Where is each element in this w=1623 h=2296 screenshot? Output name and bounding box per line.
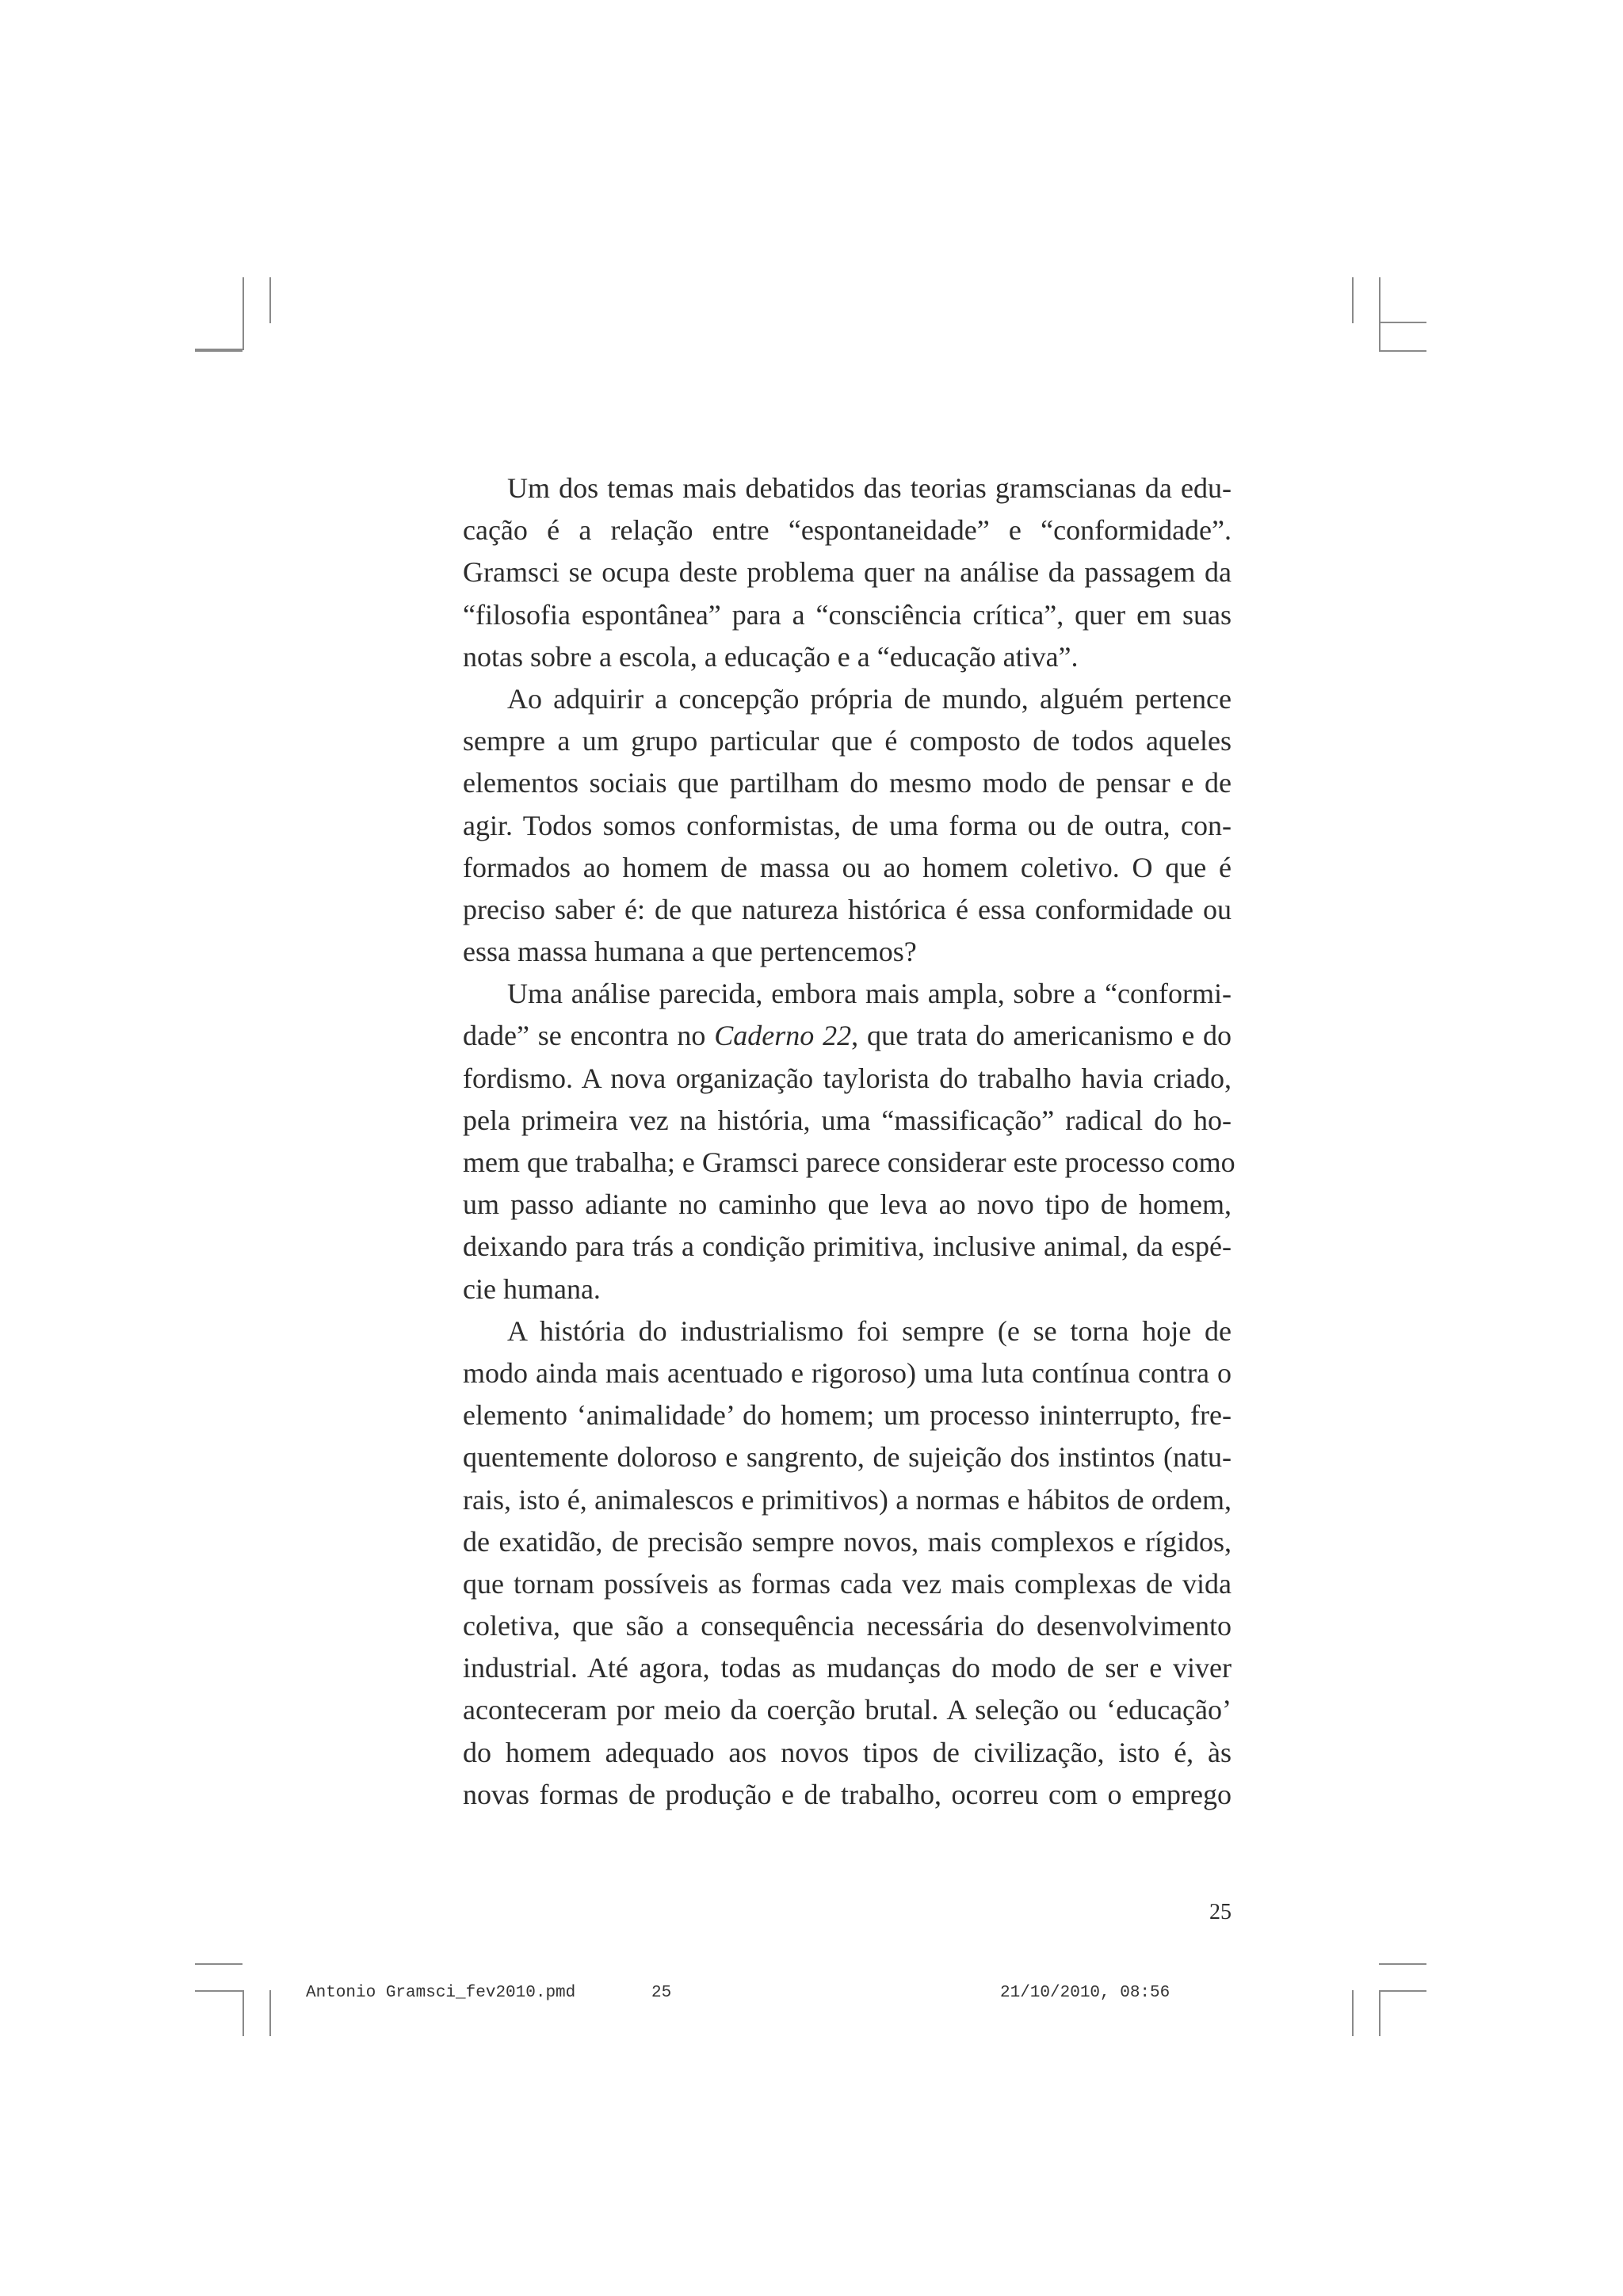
crop-mark-top-left-trim-vertical (242, 277, 244, 350)
text-line: Gramsci se ocupa deste problema quer na análise da passagem da (463, 556, 1232, 589)
text-line: de exatidão, de precisão sempre novos, mais complexos e rígidos, (463, 1525, 1232, 1558)
text-line: deixando para trás a condição primitiva, inclusive animal, da espé- (463, 1230, 1232, 1263)
text-line: industrial. Até agora, todas as mudanças do modo de ser e viver (463, 1652, 1232, 1684)
text-line: cação é a relação entre “espontaneidade” e “conformidade”. (463, 514, 1232, 547)
text-line: um passo adiante no caminho que leva ao novo tipo de homem, (463, 1188, 1232, 1221)
text-line: elemento ‘animalidade’ do homem; um processo ininterrupto, fre- (463, 1399, 1232, 1432)
text-line: que tornam possíveis as formas cada vez mais complexas de vida (463, 1567, 1232, 1600)
text-run: , que trata do americanismo e do (851, 1020, 1232, 1052)
crop-mark-top-right-bleed-vertical (1352, 277, 1354, 323)
text-line: notas sobre a escola, a educação e a “educação ativa”. (463, 640, 1079, 673)
text-line: Uma análise parecida, embora mais ampla, sobre a “conformi- (507, 978, 1232, 1010)
text-line: formados ao homem de massa ou ao homem coletivo. O que é (463, 851, 1232, 883)
text-line: pela primeira vez na história, uma “massificação” radical do ho- (463, 1104, 1232, 1136)
slug-datetime: 21/10/2010, 08:56 (1000, 1984, 1170, 2002)
text-line: novas formas de produção e de trabalho, ocorreu com o emprego (463, 1778, 1232, 1810)
page-number: 25 (1209, 1900, 1232, 1924)
crop-mark-bottom-left-upper (195, 1963, 242, 1965)
paragraph-4 (463, 1310, 1232, 1816)
text-line: do homem adequado aos novos tipos de civilização, isto é, às (463, 1736, 1232, 1768)
text-line: Ao adquirir a concepção própria de mundo, alguém pertence (507, 682, 1232, 715)
text-line: sempre a um grupo particular que é composto de todos aqueles (463, 725, 1232, 757)
text-line: cie humana. (463, 1272, 601, 1305)
text-line: rais, isto é, animalescos e primitivos) a normas e hábitos de ordem, (463, 1483, 1232, 1516)
text-line: agir. Todos somos conformistas, de uma forma ou de outra, con- (463, 809, 1232, 841)
crop-mark-top-right-lower (1379, 350, 1426, 352)
text-line (463, 1015, 1232, 1057)
text-line: coletiva, que são a consequência necessária do desenvolvimento (463, 1610, 1232, 1642)
text-line: aconteceram por meio da coerção brutal. A seleção ou ‘educação’ (463, 1694, 1232, 1726)
text-line: Um dos temas mais debatidos das teorias gramscianas da edu- (507, 472, 1232, 504)
paragraph-1 (463, 467, 1232, 678)
text-line: preciso saber é: de que natureza histórica é essa conformidade ou (463, 893, 1232, 925)
text-line: elementos sociais que partilham do mesmo modo de pensar e de (463, 767, 1232, 799)
text-line: A história do industrialismo foi sempre (e se torna hoje de (507, 1314, 1232, 1347)
text-line: “filosofia espontânea” para a “consciência crítica”, quer em suas (463, 598, 1232, 631)
crop-mark-top-left-lower (195, 350, 242, 352)
print-slug (0, 1984, 1623, 2012)
body-text (463, 467, 1235, 1816)
paragraph-3 (463, 973, 1235, 1310)
crop-mark-top-right-trim-vertical (1379, 277, 1381, 350)
italic-title: Caderno 22 (714, 1020, 852, 1052)
crop-mark-top-left-bleed-vertical (269, 277, 271, 323)
crop-mark-top-right-horizontal (1379, 322, 1426, 323)
text-line: mem que trabalha; e Gramsci parece considerar este processo como (463, 1146, 1235, 1178)
text-line: fordismo. A nova organização taylorista do trabalho havia criado, (463, 1062, 1232, 1094)
slug-page: 25 (651, 1984, 672, 2002)
text-line: modo ainda mais acentuado e rigoroso) uma luta contínua contra o (463, 1356, 1232, 1389)
slug-filename: Antonio Gramsci_fev2010.pmd (306, 1984, 576, 2002)
crop-mark-bottom-right-upper (1379, 1963, 1426, 1965)
paragraph-2 (463, 678, 1232, 973)
text-line: essa massa humana a que pertencemos? (463, 936, 917, 968)
text-run: dade” se encontra no (463, 1020, 715, 1052)
text-line: quentemente doloroso e sangrento, de sujeição dos instintos (natu- (463, 1441, 1232, 1474)
